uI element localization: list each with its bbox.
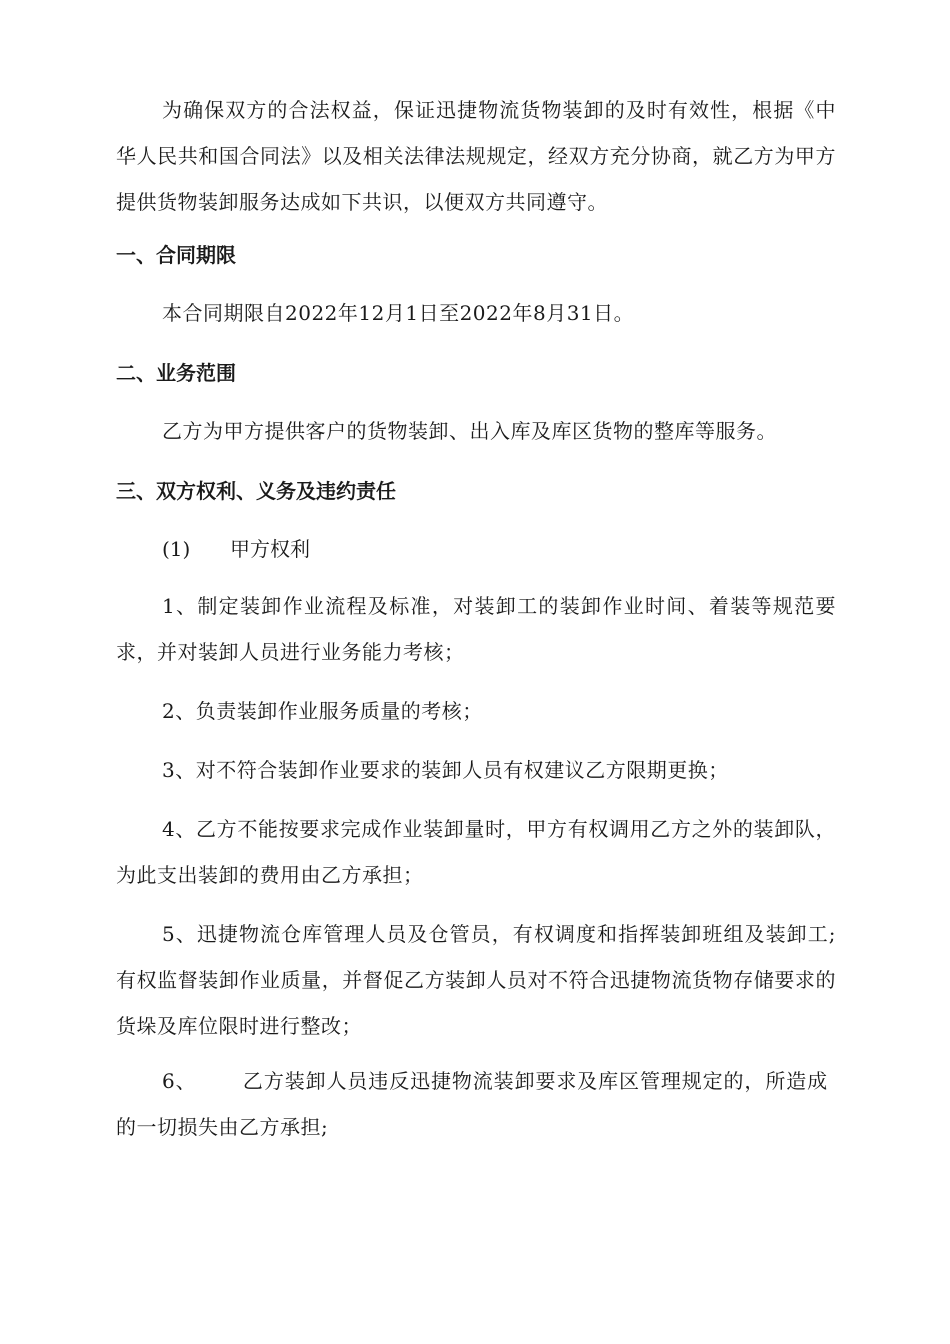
item-6-line-1: 乙方装卸人员违反迅捷物流装卸要求及库区管理规定的，所造 [242,1069,808,1093]
subsection-label: 甲方权利 [230,537,310,561]
list-item: 2、负责装卸作业服务质量的考核； [162,699,483,723]
subsection-title [162,534,310,564]
intro-paragraph: 为确保双方的合法权益，保证迅捷物流货物装卸的及时有效性，根据《中华人民共和国合同法》以及相关法律法规规定，经双方充分协商，就乙方为甲方提供货物装卸服务达成如下共识，以便双方共同遵守。 [116,98,836,214]
subsection-number: (1) [162,537,191,561]
section-2-heading: 二、业务范围 [116,361,236,385]
section-2-text: 乙方为甲方提供客户的货物装卸、出入库及库区货物的整库等服务。 [162,419,777,443]
section-1-heading: 一、合同期限 [116,243,236,267]
item-6-number: 6、 [162,1069,197,1093]
list-item-6 [116,1058,836,1150]
list-item: 1、制定装卸作业流程及标准，对装卸工的装卸作业时间、着装等规范要求，并对装卸人员进行业务能力考核； [116,594,836,664]
item-6-line-2a: 成 [807,1069,829,1093]
list-item: 4、乙方不能按要求完成作业装卸量时，甲方有权调用乙方之外的装卸队，为此支出装卸的费用由乙方承担； [116,817,836,887]
item-6-line-2b: 的一切损失由乙方承担; [116,1115,329,1139]
section-1-text: 本合同期限自2022年12月1日至2022年8月31日。 [162,301,635,325]
list-item: 3、对不符合装卸作业要求的装卸人员有权建议乙方限期更换； [162,758,729,782]
section-3-heading: 三、双方权利、义务及违约责任 [116,479,396,503]
list-item: 5、迅捷物流仓库管理人员及仓管员，有权调度和指挥装卸班组及装卸工;有权监督装卸作业质量，并督促乙方装卸人员对不符合迅捷物流货物存储要求的货垛及库位限时进行整改； [116,922,836,1038]
